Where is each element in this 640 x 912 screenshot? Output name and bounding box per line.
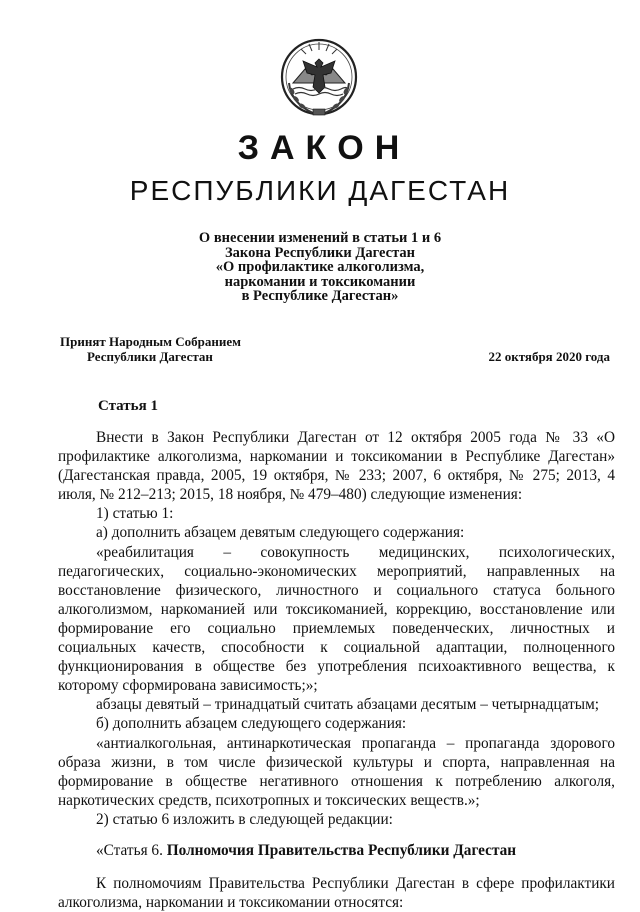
article-title: Статья 1 xyxy=(98,398,158,414)
law-name xyxy=(0,231,640,304)
coat-of-arms-icon xyxy=(279,33,359,119)
law-name-line: Закона Республики Дагестан xyxy=(225,244,415,261)
paragraph: Внести в Закон Республики Дагестан от 12 октября 2005 года № 33 «О профилактике алкоголизма, наркомании и токсикомании в Республике Дагестан» (Дагестанская правда, 2005, 19 октября, № 233; 2007, 6 октября, № 275; 2013, 4 июля, № 212–213; 2015, 18 ноября, № 479–480) следующие изменения: xyxy=(58,429,615,504)
law-name-line: наркомании и токсикомании xyxy=(224,273,416,290)
quoted-article-heading xyxy=(58,841,615,860)
paragraph: 2) статью 6 изложить в следующей редакции: xyxy=(96,810,393,828)
document-type-title: ЗАКОН xyxy=(237,129,411,167)
law-name-line: «О профилактике алкоголизма, xyxy=(215,259,425,275)
paragraph: 1) статью 1: xyxy=(96,505,174,523)
paragraph: абзацы девятый – тринадцатый считать абзацами десятым – четырнадцатым; xyxy=(96,696,600,714)
adoption-date: 22 октября 2020 года xyxy=(488,349,610,364)
paragraph: К полномочиям Правительства Республики Дагестан в сфере профилактики алкоголизма, наркомании и токсикомании относятся: xyxy=(58,875,615,912)
paragraph: «антиалкогольная, антинаркотическая пропаганда – пропаганда здорового образа жизни, в том числе физической культуры и спорта, направленная на формирование в обществе негативного отношения к потреблению алкоголя, наркотических средств, психотропных и токсических веществ.»; xyxy=(58,734,615,809)
adoption-note xyxy=(60,334,241,364)
law-name-line: в Республике Дагестан» xyxy=(241,288,399,304)
article-body xyxy=(58,428,615,912)
issuer-title: РЕСПУБЛИКИ ДАГЕСТАН xyxy=(129,175,511,206)
adoption-line: Республики Дагестан xyxy=(87,349,213,364)
law-name-line: О внесении изменений в статьи 1 и 6 xyxy=(198,230,442,246)
paragraph: а) дополнить абзацем девятым следующего содержания: xyxy=(96,524,465,542)
paragraph: б) дополнить абзацем следующего содержания: xyxy=(96,715,407,733)
adoption-line: Принят Народным Собранием xyxy=(60,334,242,349)
quoted-heading-title: Полномочия Правительства Республики Дагестан xyxy=(166,841,517,859)
quoted-heading-prefix: «Статья 6. xyxy=(96,841,167,859)
paragraph: «реабилитация – совокупность медицинских, психологических, педагогических, социально-экономических мероприятий, направленных на восстановление физического, личностного и социального статуса больного алкоголизмом, наркоманией или токсикоманией, коррекцию, восстановление или формирование его социально приемлемых поведенческих, личностных и социальных качеств, способности к социальной адаптации, полноценного функционирования в обществе без употребления психоактивного вещества, к которому сформирована зависимость;»; xyxy=(58,543,615,695)
